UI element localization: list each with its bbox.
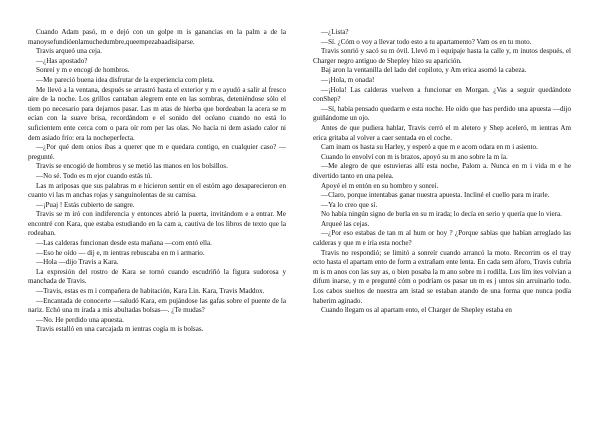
paragraph: Baj aron la ventanilla del lado del copiloto, y Am erica asomó la cabeza. xyxy=(321,66,527,75)
paragraph: Apoyé el m entón en su hombro y sonreí. xyxy=(321,181,439,190)
right-page xyxy=(313,28,571,316)
paragraph: Antes de que pudiera hablar, Travis cerró el m aletero y Shep aceleró, m ientras Am erica gritaba al volver a caer sentada en el coche. xyxy=(313,123,571,142)
paragraph: —¡Puaj ! Estás cubierto de sangre. xyxy=(36,200,135,209)
paragraph: —¡Hola, m onada! xyxy=(321,75,375,84)
paragraph: Cuando lo envolví con m is brazos, apoyó su m ano sobre la m ía. xyxy=(321,152,508,161)
paragraph: —Claro, porque intentabas ganar nuestra apuesta. Incliné el cuello para m irarle. xyxy=(321,191,550,200)
paragraph: —Encantada de conocerte —saludó Kara, em pujándose las gafas sobre el puente de la nariz. Echó una m irada a mis abultadas bolsas—. ¿Te mudas? xyxy=(28,296,286,315)
paragraph: —Las calderas funcionan desde esta mañana —com entó ella. xyxy=(36,239,212,248)
paragraph: No había ningún signo de burla en su m irada; lo decía en serio y quería que lo viera. xyxy=(321,210,562,219)
paragraph: Travis no respondió; se limitó a sonreír cuando arrancó la moto. Recorrim os el tray ecto hasta el apartam ento de form a extrañam ente lenta. En cada sem áforo, Travis cubría m is m anos con las suy as, o bien posaba la m ano sobre m i rodilla. Los lím ites volvían a difum inarse, y m e pregunté cóm o podríam os pasar un m es j untos sin arruinarlo todo. Los cabos sueltos de nuestra am istad se estaban atando de una forma que nunca podía haberim aginado. xyxy=(313,248,571,305)
paragraph: Travis arqueó una ceja. xyxy=(36,47,102,56)
paragraph: Travis se encogió de hombros y se metió las manos en los bolsillos. xyxy=(36,162,228,171)
paragraph: Cuando llegam os al apartam ento, el Charger de Shepley estaba en xyxy=(321,306,512,315)
paragraph: —Ya lo creo que sí. xyxy=(321,200,378,209)
paragraph: Cuando Adam pasó, m e dejó con un golpe m is ganancias en la palm a de la manoysefundióenlamuchedumbre,queempezabaadisiparse. xyxy=(28,28,286,46)
paragraph: Travis sonrió y sacó su m óvil. Llevó m i equipaje hasta la calle y, m inutos después, el Charger negro antiguo de Shepley hizo su aparición. xyxy=(313,47,571,65)
paragraph: Cam inam os hasta su Harley, y esperó a que m e acom odara en m i asiento. xyxy=(321,143,538,152)
paragraph: Las m ariposas que sus palabras m e hicieron sentir en el estóm ago desaparecieron en cuanto vi las m anchas rojas y sanguinolentas de su camisa. xyxy=(28,181,286,200)
paragraph: —¿Has apostado? xyxy=(36,56,88,65)
paragraph: —Hola —dijo Travis a Kara. xyxy=(36,258,119,267)
paragraph: —No sé. Todo es m ejor cuando estás tú. xyxy=(36,171,153,180)
paragraph: —Sí. ¿Cóm o voy a llevar todo esto a tu apartamento? Vam os en tu moto. xyxy=(321,37,532,46)
paragraph: —Me pareció buena idea disfrutar de la experiencia com pleta. xyxy=(36,75,215,84)
paragraph: Travis se m iró con indiferencia y entonces abrió la puerta, invitándom e a entrar. Me encontré con Kara, que estaba estudiando en la cam a, cautiva de los libros de texto que la rodeaban. xyxy=(28,210,286,238)
paragraph: —Sí, había pensado quedarm e esta noche. He oído que has perdido una apuesta —dijo guiñándome un ojo. xyxy=(313,104,571,123)
paragraph: —¡Hola! Las calderas vuelven a funcionar en Morgan. ¿Vas a seguir quedándote conShep? xyxy=(313,85,571,104)
paragraph: —¿Por eso estabas de tan m al hum or hoy ? ¿Porque sabías que habían arreglado las calderas y que m e iría esta noche? xyxy=(313,229,571,248)
paragraph: La expresión del rostro de Kara se tornó cuando escudriñó la figura sudorosa y manchada de Travis. xyxy=(28,267,286,286)
paragraph: —No. He perdido una apuesta. xyxy=(36,315,124,324)
paragraph: Me llevó a la ventana, después se arrastró hasta el exterior y m e ayudó a salir al fresco aire de la noche. Los grillos cantaban alegrem ente en las sombras, deteniéndose sólo el tiem po necesario para dejarnos pasar. Las m atas de hierba que bordeaban la acera se m ecían con la suave brisa, recordándom e el sonido del océano cuando no está lo suficientem ente cerca com o para oír rom per las olas. No hacía ni dem asiado calor ni dem asiado frío: era la nocheperfecta. xyxy=(28,85,286,142)
left-page xyxy=(28,28,286,335)
paragraph: Travis estalló en una carcajada m ientras cogía m is bolsas. xyxy=(36,325,204,334)
paragraph: Sonreí y m e encogí de hombros. xyxy=(36,66,130,75)
paragraph: —Eso he oído — dij e, m ientras rebuscaba en m i armario. xyxy=(36,248,205,257)
paragraph: Arqueé las cejas. xyxy=(321,219,370,228)
paragraph: —¿Lista? xyxy=(321,28,349,36)
paragraph: —Me alegro de que estuvieras allí esta noche, Palom a. Nunca en m i vida m e he divertido tanto en una pelea. xyxy=(313,162,571,180)
paragraph: —Travis, estas es m i compañera de habitación, Kara Lin. Kara, Travis Maddox. xyxy=(36,287,265,296)
paragraph: —¿Por qué dem onios ibas a querer que m e quedara contigo, en cualquier caso? —pregunté. xyxy=(28,143,286,161)
